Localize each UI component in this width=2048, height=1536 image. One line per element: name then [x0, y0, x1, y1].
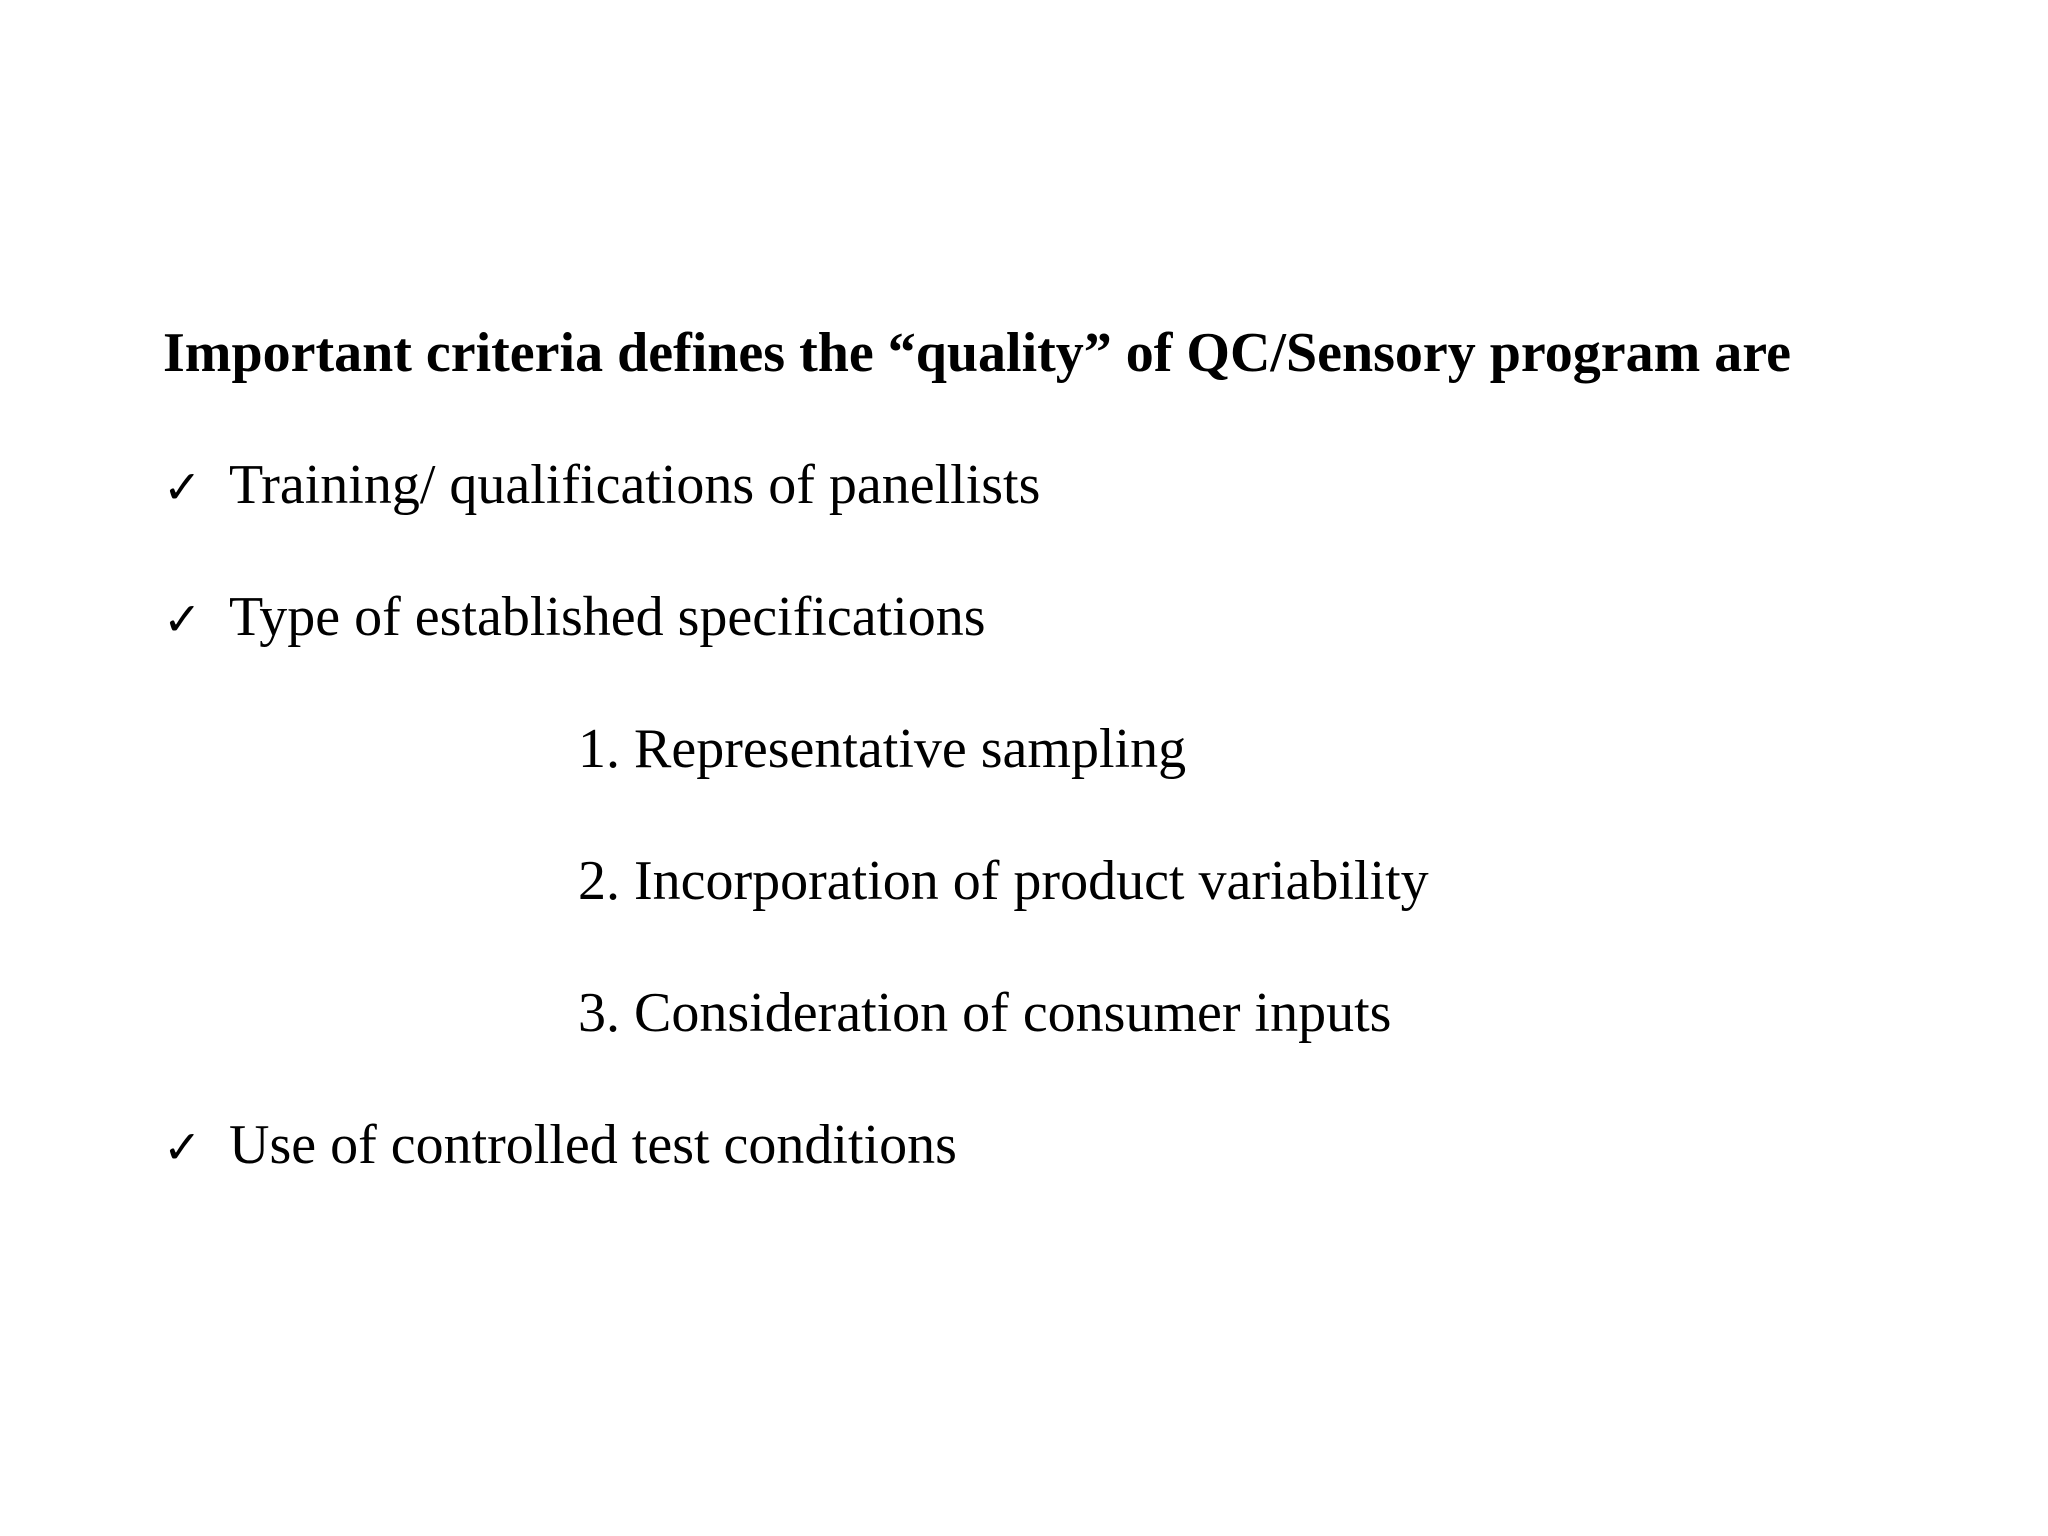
- numbered-item: [578, 714, 1186, 784]
- item-text: Incorporation of product variability: [634, 850, 1429, 912]
- item-number: 2.: [578, 850, 620, 912]
- bullet-text: Type of established specifications: [229, 586, 986, 648]
- checkmark-icon: ✓: [163, 1120, 202, 1174]
- item-text: Representative sampling: [634, 718, 1187, 780]
- bullet-text: Use of controlled test conditions: [229, 1114, 957, 1176]
- numbered-item: [578, 978, 1391, 1048]
- item-number: 3.: [578, 982, 620, 1044]
- numbered-item: [578, 846, 1429, 916]
- slide-heading: Important criteria defines the “quality” of QC/Sensory program are: [163, 322, 1791, 384]
- bullet-item: [163, 582, 986, 654]
- item-number: 1.: [578, 718, 620, 780]
- bullet-item: [163, 450, 1040, 522]
- bullet-text: Training/ qualifications of panellists: [229, 454, 1041, 516]
- checkmark-icon: ✓: [163, 592, 202, 646]
- item-text: Consideration of consumer inputs: [634, 982, 1392, 1044]
- checkmark-icon: ✓: [163, 460, 202, 514]
- bullet-item: [163, 1110, 957, 1182]
